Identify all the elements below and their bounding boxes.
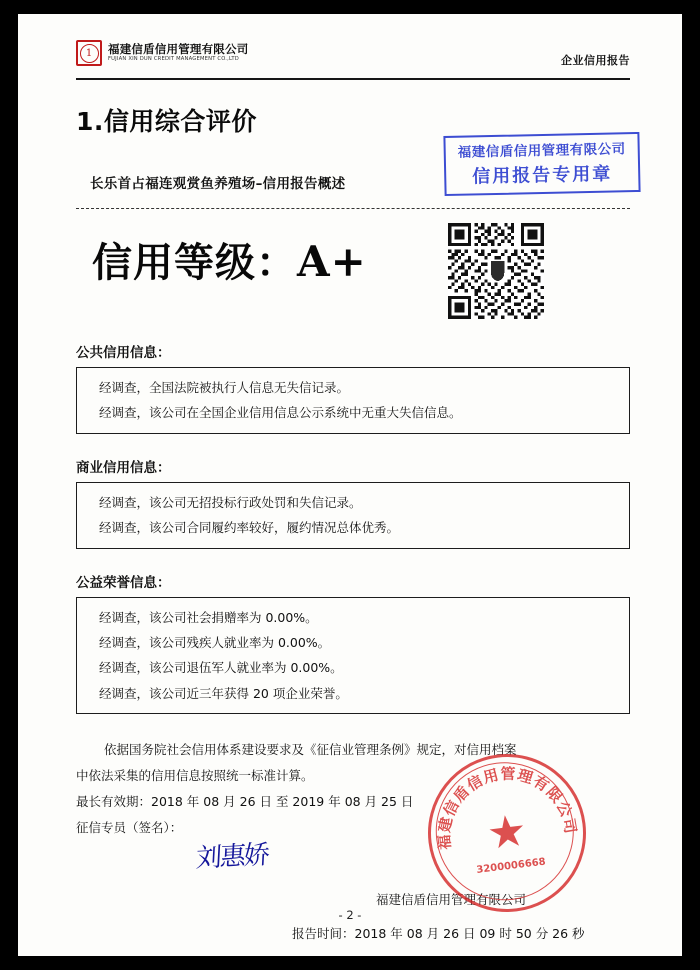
company-name-block bbox=[108, 43, 248, 63]
list-item: 经调查，该公司在全国企业信用信息公示系统中无重大失信信息。 bbox=[99, 405, 462, 421]
commercial-credit-label: 商业信用信息： bbox=[76, 459, 171, 476]
page-number: - 2 - bbox=[338, 908, 362, 922]
blue-report-stamp bbox=[443, 132, 640, 196]
list-item: 经调查，该公司社会捐赠率为 0.00%。 bbox=[99, 609, 318, 625]
seal-company-text: 福建信盾信用管理有限公司 bbox=[435, 764, 580, 851]
public-credit-box bbox=[76, 367, 630, 434]
officer-signature-label: 征信专员（签名）： bbox=[76, 820, 183, 835]
credit-grade-label-wrap bbox=[92, 231, 367, 288]
validity-period: 最长有效期：2018 年 08 月 26 日 至 2019 年 08 月 25 日 bbox=[76, 794, 414, 809]
paper-sheet bbox=[18, 14, 682, 956]
section-title: 1.信用综合评价 bbox=[76, 107, 257, 136]
public-welfare-block bbox=[76, 571, 630, 715]
commercial-credit-block bbox=[76, 456, 630, 549]
public-welfare-box bbox=[76, 597, 630, 715]
document-kind-label: 企业信用报告 bbox=[561, 54, 630, 67]
credit-grade-value: A+ bbox=[297, 237, 367, 286]
report-timestamp: 报告时间：2018 年 08 月 26 日 09 时 50 分 26 秒 bbox=[292, 926, 585, 941]
commercial-credit-box bbox=[76, 482, 630, 549]
handwritten-signature: 刘惠娇 bbox=[195, 840, 269, 874]
company-name-en: FUJIAN XIN DUN CREDIT MANAGEMENT CO.,LTD bbox=[108, 56, 239, 63]
credit-grade-label: 信用等级： bbox=[92, 240, 297, 286]
list-item: 经调查，该公司合同履约率较好，履约情况总体优秀。 bbox=[99, 520, 400, 536]
seal-star-icon: ★ bbox=[484, 804, 530, 861]
blue-stamp-line1: 福建信盾信用管理有限公司 bbox=[457, 141, 626, 161]
company-logo-block bbox=[76, 40, 248, 66]
public-welfare-label: 公益荣誉信息： bbox=[76, 574, 171, 591]
list-item: 经调查，该公司近三年获得 20 项企业荣誉。 bbox=[99, 685, 348, 701]
footer-paragraph-line1: 依据国务院社会信用体系建设要求及《征信业管理条例》规定，对信用档案 bbox=[104, 742, 517, 757]
seal-code: 3200006668 bbox=[475, 856, 547, 876]
blue-stamp-line2: 信用报告专用章 bbox=[472, 163, 613, 188]
document-header bbox=[76, 38, 630, 80]
list-item: 经调查，全国法院被执行人信息无失信记录。 bbox=[99, 380, 350, 395]
company-name-cn: 福建信盾信用管理有限公司 bbox=[108, 41, 249, 56]
red-official-seal bbox=[419, 745, 595, 921]
content-area bbox=[76, 38, 630, 941]
issuing-company-line: 福建信盾信用管理有限公司 bbox=[376, 892, 527, 907]
company-logo-icon bbox=[76, 40, 102, 66]
divider-dashed bbox=[76, 208, 630, 209]
list-item: 经调查，该公司无招投标行政处罚和失信记录。 bbox=[99, 494, 362, 510]
list-item: 经调查，该公司退伍军人就业率为 0.00%。 bbox=[99, 660, 343, 676]
public-credit-block bbox=[76, 341, 630, 434]
list-item: 经调查，该公司残疾人就业率为 0.00%。 bbox=[99, 634, 331, 650]
public-credit-label: 公共信用信息： bbox=[76, 345, 171, 361]
qr-code-icon bbox=[448, 223, 544, 319]
logo-glyph: 1 bbox=[80, 44, 99, 63]
footer-paragraph-line2: 中依法采集的信用信息按照统一标准计算。 bbox=[76, 768, 314, 783]
report-subtitle: 长乐首占福连观赏鱼养殖场–信用报告概述 bbox=[90, 176, 346, 192]
credit-grade-row bbox=[76, 223, 630, 319]
